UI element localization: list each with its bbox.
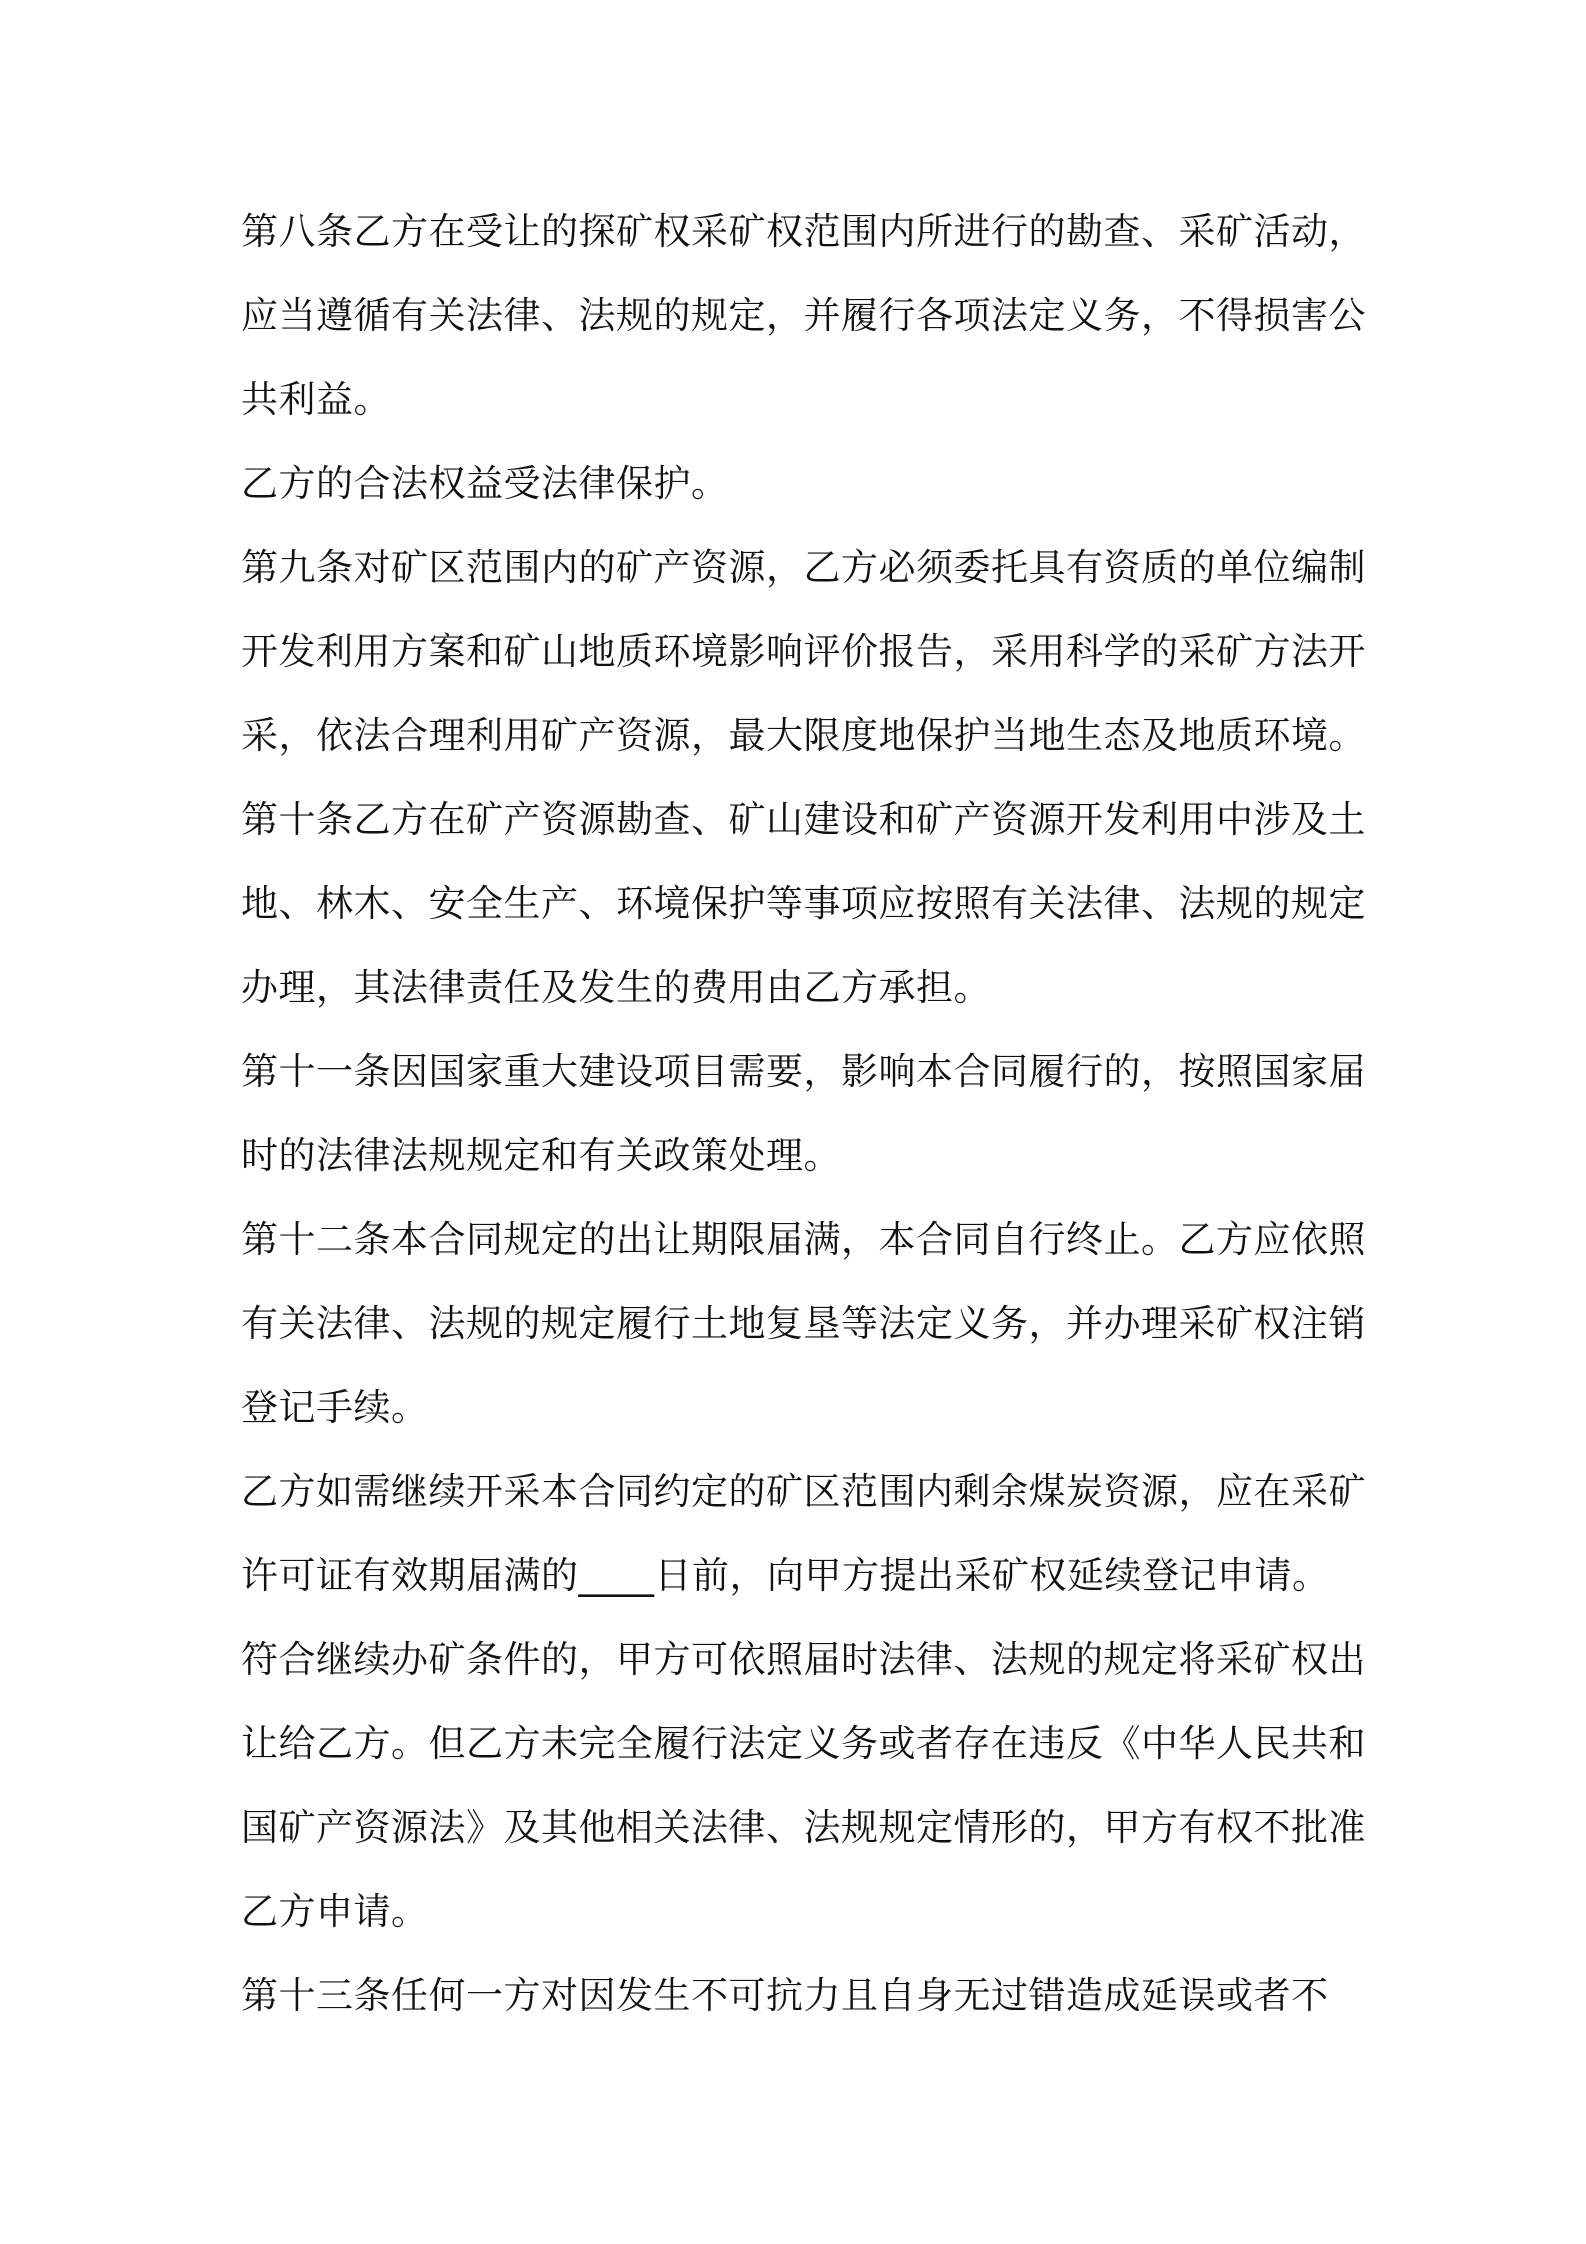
text-line: 符合继续办矿条件的，甲方可依照届时法律、法规的规定将采矿权出	[241, 1638, 1366, 1681]
text-line: 地、林木、安全生产、环境保护等事项应按照有关法律、法规的规定	[241, 882, 1366, 925]
document-body	[241, 190, 1366, 2038]
text-line: 第十条乙方在矿产资源勘查、矿山建设和矿产资源开发利用中涉及土	[241, 798, 1366, 841]
text-line: 第十一条因国家重大建设项目需要，影响本合同履行的，按照国家届	[241, 1050, 1366, 1093]
text-line: 登记手续。	[241, 1386, 429, 1429]
text-line: 第十三条任何一方对因发生不可抗力且自身无过错造成延误或者不	[241, 1974, 1329, 2017]
text-line: 采，依法合理利用矿产资源，最大限度地保护当地生态及地质环境。	[241, 714, 1366, 757]
text-line: 第八条乙方在受让的探矿权采矿权范围内所进行的勘查、采矿活动，	[241, 210, 1366, 253]
text-line: 应当遵循有关法律、法规的规定，并履行各项法定义务，不得损害公	[241, 294, 1366, 337]
text-line: 第九条对矿区范围内的矿产资源，乙方必须委托具有资质的单位编制	[241, 546, 1366, 589]
text-line: 乙方的合法权益受法律保护。	[241, 462, 729, 505]
text-line: 许可证有效期届满的____日前，向甲方提出采矿权延续登记申请。	[241, 1554, 1330, 1597]
text-line: 让给乙方。但乙方未完全履行法定义务或者存在违反《中华人民共和	[241, 1722, 1366, 1765]
text-line: 办理，其法律责任及发生的费用由乙方承担。	[241, 966, 991, 1009]
text-line: 有关法律、法规的规定履行土地复垦等法定义务，并办理采矿权注销	[241, 1302, 1366, 1345]
text-line: 乙方如需继续开采本合同约定的矿区范围内剩余煤炭资源，应在采矿	[241, 1470, 1366, 1513]
text-line: 开发利用方案和矿山地质环境影响评价报告，采用科学的采矿方法开	[241, 630, 1366, 673]
text-line: 乙方申请。	[241, 1890, 429, 1933]
text-line: 第十二条本合同规定的出让期限届满，本合同自行终止。乙方应依照	[241, 1218, 1366, 1261]
text-line: 时的法律法规规定和有关政策处理。	[241, 1134, 841, 1177]
text-line: 国矿产资源法》及其他相关法律、法规规定情形的，甲方有权不批准	[241, 1806, 1366, 1849]
text-line: 共利益。	[241, 378, 391, 421]
